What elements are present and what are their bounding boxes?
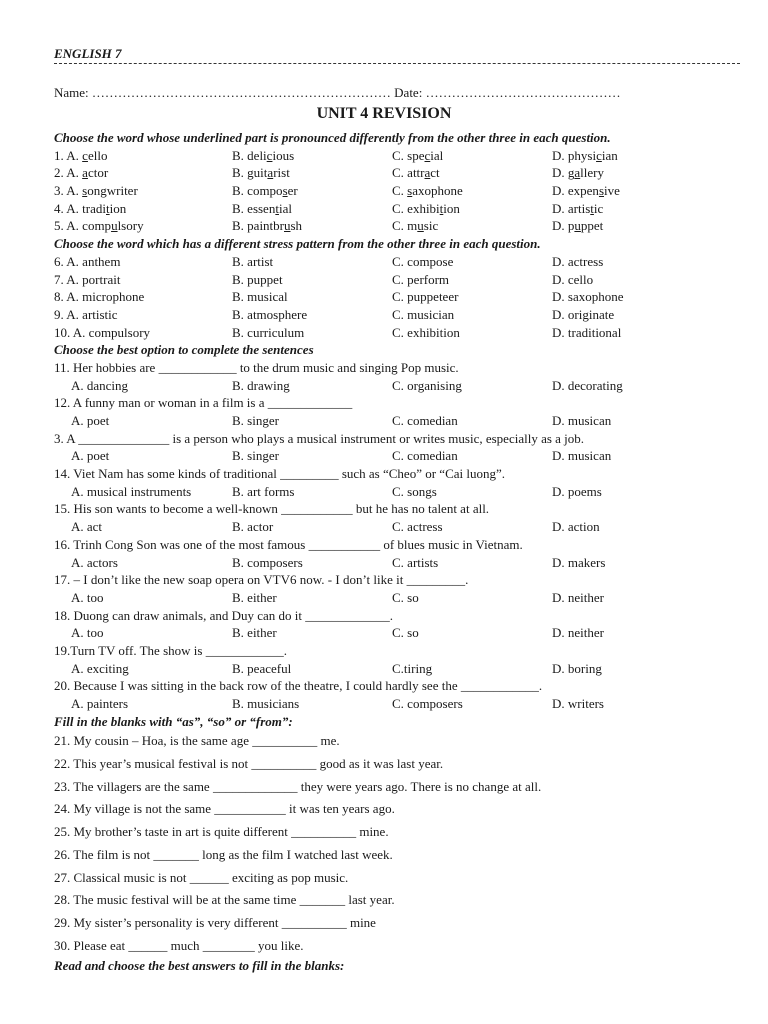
multiple-choice-section bbox=[54, 359, 754, 713]
answer-option: B. drawing bbox=[232, 377, 290, 393]
option-text: D. g bbox=[552, 165, 575, 181]
answer-option: C. puppeteer bbox=[392, 289, 459, 305]
answer-option: D. cello bbox=[552, 271, 594, 287]
stress-instruction: Choose the word which has a different stress pattern from the other three in each question. bbox=[54, 236, 541, 252]
option-text: ial bbox=[278, 200, 292, 216]
answer-option bbox=[232, 147, 392, 165]
question-number: 3. A. bbox=[54, 183, 83, 199]
date-blank: ……………………………………… bbox=[425, 85, 621, 100]
fill-question: 22. This year’s musical festival is not __________ good as it was last year. bbox=[54, 756, 444, 772]
answer-option bbox=[232, 217, 392, 235]
question-text: 17. – I don’t like the new soap opera on VTV6 now. - I don’t like it _________. bbox=[54, 572, 469, 588]
options-row bbox=[54, 554, 754, 572]
stress-question bbox=[54, 288, 754, 306]
fill-question: 29. My sister’s personality is very different __________ mine bbox=[54, 914, 376, 930]
answer-option: C. actress bbox=[392, 519, 443, 535]
date-label: Date: bbox=[394, 85, 423, 100]
answer-option: B. musical bbox=[232, 289, 288, 305]
underlined-letter: s bbox=[598, 183, 604, 199]
question-number: 1. A. bbox=[54, 147, 83, 163]
reading-instruction: Read and choose the best answers to fill in the blanks: bbox=[54, 958, 345, 974]
stress-question bbox=[54, 306, 754, 324]
option-text: C. exhibi bbox=[392, 200, 440, 216]
worksheet-content bbox=[54, 129, 754, 975]
answer-option: B. artist bbox=[232, 253, 274, 269]
answer-option: A. exciting bbox=[71, 660, 129, 676]
underlined-letter: c bbox=[266, 147, 273, 163]
option-text: ic bbox=[593, 200, 604, 216]
answer-option bbox=[232, 200, 392, 218]
name-label: Name: bbox=[54, 85, 89, 100]
fill-instruction: Fill in the blanks with “as”, “so” or “from”: bbox=[54, 713, 293, 729]
answer-option: A. actors bbox=[71, 554, 118, 570]
answer-option: D. makers bbox=[552, 554, 606, 570]
answer-option: D. neither bbox=[552, 589, 604, 605]
pronunciation-question bbox=[54, 164, 754, 182]
answer-option: A. musical instruments bbox=[71, 483, 192, 499]
option-text: D. expen bbox=[552, 183, 599, 199]
underlined-letter: u bbox=[417, 218, 424, 234]
answer-option: B. composers bbox=[232, 554, 303, 570]
options-row bbox=[54, 624, 754, 642]
option-text: sic bbox=[423, 218, 439, 234]
underlined-letter: c bbox=[424, 147, 431, 163]
question-text: 18. Duong can draw animals, and Duy can do it _____________. bbox=[54, 607, 394, 623]
answer-option: A. too bbox=[71, 589, 104, 605]
underlined-letter: c bbox=[596, 147, 602, 163]
answer-option: D. traditional bbox=[552, 324, 622, 340]
pronunciation-question bbox=[54, 200, 754, 218]
answer-option: D. poems bbox=[552, 483, 602, 499]
underlined-letter: u bbox=[574, 218, 581, 234]
answer-option: B. musicians bbox=[232, 696, 300, 711]
answer-option bbox=[552, 217, 702, 235]
question-text: 19.Turn TV off. The show is ____________. bbox=[54, 642, 287, 658]
stress-question bbox=[54, 271, 754, 289]
question-text: 14. Viet Nam has some kinds of traditional _________ such as “Cheo” or “Cai luong”. bbox=[54, 466, 506, 482]
question-text: 20. Because I was sitting in the back row of the theatre, I could hardly see the ____________. bbox=[54, 678, 543, 694]
answer-option: C. comedian bbox=[392, 413, 458, 428]
answer-option: B. singer bbox=[232, 413, 279, 428]
answer-option bbox=[552, 164, 702, 182]
answer-option: C. compose bbox=[392, 253, 454, 269]
options-row bbox=[54, 589, 754, 607]
question-number: 4. A. bbox=[54, 200, 83, 216]
option-text: ppet bbox=[580, 218, 604, 234]
answer-option bbox=[552, 147, 702, 165]
option-text: B. paintbr bbox=[232, 218, 284, 234]
option-text: sh bbox=[290, 218, 303, 234]
answer-option: 6. A. anthem bbox=[54, 253, 121, 269]
options-row bbox=[54, 377, 754, 395]
option-text: ello bbox=[87, 147, 108, 163]
answer-option: D. neither bbox=[552, 625, 604, 641]
options-row bbox=[54, 695, 754, 713]
options-row bbox=[54, 660, 754, 678]
answer-option: 10. A. compulsory bbox=[54, 324, 151, 340]
answer-option: C. comedian bbox=[392, 448, 458, 464]
option-text: ct bbox=[430, 165, 440, 181]
answer-option: B. singer bbox=[232, 448, 279, 464]
pronunciation-question bbox=[54, 217, 754, 235]
answer-option: C. exhibition bbox=[392, 324, 460, 340]
underlined-letter: t bbox=[590, 200, 594, 216]
question-number: 5. A. bbox=[54, 218, 83, 234]
answer-option: A. act bbox=[71, 519, 103, 535]
option-text: C. spe bbox=[392, 147, 425, 163]
answer-option: D. saxophone bbox=[552, 289, 624, 305]
answer-option: A. poet bbox=[71, 448, 110, 464]
options-row bbox=[54, 483, 754, 501]
answer-option: C.tiring bbox=[392, 660, 433, 676]
fill-question: 27. Classical music is not ______ exciting as pop music. bbox=[54, 869, 349, 885]
worksheet-title: UNIT 4 REVISION bbox=[316, 105, 452, 122]
underlined-letter: s bbox=[407, 183, 413, 199]
answer-option: C. so bbox=[392, 625, 419, 641]
answer-option bbox=[54, 217, 232, 235]
pronunciation-instruction: Choose the word whose underlined part is pronounced differently from the other three in each question. bbox=[54, 130, 611, 145]
option-text: D. physi bbox=[552, 147, 597, 163]
pronunciation-question bbox=[54, 147, 754, 165]
fill-question: 26. The film is not _______ long as the film I watched last week. bbox=[54, 846, 393, 862]
answer-option: C. composers bbox=[392, 696, 463, 711]
answer-option: C. perform bbox=[392, 271, 450, 287]
answer-option: D. originate bbox=[552, 306, 615, 322]
answer-option bbox=[54, 200, 232, 218]
option-text: D. artis bbox=[552, 200, 591, 216]
answer-option: A. too bbox=[71, 625, 104, 641]
question-text: 15. His son wants to become a well-known ___________ but he has no talent at all. bbox=[54, 501, 490, 517]
answer-option: B. either bbox=[232, 589, 277, 605]
answer-option bbox=[232, 182, 392, 200]
underlined-letter: a bbox=[267, 165, 274, 181]
answer-option: B. actor bbox=[232, 519, 274, 535]
answer-option bbox=[392, 182, 552, 200]
answer-option bbox=[392, 164, 552, 182]
name-date-row bbox=[54, 85, 754, 101]
underlined-letter: t bbox=[106, 200, 110, 216]
question-text: 11. Her hobbies are ____________ to the drum music and singing Pop music. bbox=[54, 359, 459, 375]
answer-option: A. painters bbox=[71, 696, 129, 711]
answer-option: B. peaceful bbox=[232, 660, 292, 676]
option-text: B. deli bbox=[232, 147, 267, 163]
fill-blanks-section bbox=[54, 730, 754, 957]
answer-option bbox=[552, 182, 702, 200]
options-row bbox=[54, 447, 754, 465]
options-row bbox=[54, 412, 754, 430]
option-text: ial bbox=[430, 147, 444, 163]
fill-question: 24. My village is not the same ___________ it was ten years ago. bbox=[54, 801, 395, 817]
answer-option: C. artists bbox=[392, 554, 439, 570]
option-text: C. attr bbox=[392, 165, 425, 181]
answer-option: 8. A. microphone bbox=[54, 289, 145, 305]
name-blank: …………………………………………………………… bbox=[91, 85, 391, 100]
options-row bbox=[54, 518, 754, 536]
option-text: llery bbox=[580, 165, 604, 181]
underlined-letter: s bbox=[82, 183, 88, 199]
option-text: er bbox=[287, 183, 298, 199]
underlined-letter: t bbox=[275, 200, 279, 216]
answer-option: D. action bbox=[552, 519, 600, 535]
option-text: B. compo bbox=[232, 183, 283, 199]
option-text: tradi bbox=[82, 200, 106, 216]
option-text: C. m bbox=[392, 218, 418, 234]
option-text: ive bbox=[604, 183, 620, 199]
option-text: C. bbox=[392, 183, 408, 199]
fill-question: 30. Please eat ______ much ________ you like. bbox=[54, 937, 304, 953]
course-header: ENGLISH 7 bbox=[54, 46, 122, 61]
answer-option bbox=[54, 182, 232, 200]
stress-question bbox=[54, 253, 754, 271]
stress-question bbox=[54, 324, 754, 342]
pronunciation-section bbox=[54, 147, 754, 235]
option-text: B. guit bbox=[232, 165, 268, 181]
option-text: B. essen bbox=[232, 200, 276, 216]
option-text: ongwriter bbox=[87, 183, 138, 199]
question-text: 3. A ______________ is a person who plays a musical instrument or writes music, especially as a job. bbox=[54, 430, 585, 446]
underlined-letter: u bbox=[284, 218, 291, 234]
header-divider bbox=[54, 63, 740, 64]
underlined-letter: a bbox=[82, 165, 88, 181]
underlined-letter: a bbox=[424, 165, 431, 181]
answer-option: D. writers bbox=[552, 696, 604, 711]
underlined-letter: s bbox=[282, 183, 288, 199]
option-text: axophone bbox=[412, 183, 463, 199]
answer-option: B. art forms bbox=[232, 483, 295, 499]
underlined-letter: a bbox=[574, 165, 581, 181]
answer-option: D. musican bbox=[552, 448, 612, 464]
answer-option: C. so bbox=[392, 589, 419, 605]
answer-option: B. either bbox=[232, 625, 277, 641]
underlined-letter: t bbox=[439, 200, 444, 216]
question-text: 16. Trinh Cong Son was one of the most famous ___________ of blues music in Vietnam. bbox=[54, 536, 523, 552]
fill-question: 21. My cousin – Hoa, is the same age __________ me. bbox=[54, 733, 340, 749]
answer-option bbox=[552, 200, 702, 218]
answer-option: 7. A. portrait bbox=[54, 271, 121, 287]
answer-option: 9. A. artistic bbox=[54, 306, 118, 322]
fill-question: 25. My brother’s taste in art is quite different __________ mine. bbox=[54, 824, 389, 840]
answer-option bbox=[54, 147, 232, 165]
answer-option: A. dancing bbox=[71, 377, 129, 393]
answer-option bbox=[392, 217, 552, 235]
answer-option: B. atmosphere bbox=[232, 306, 308, 322]
option-text: comp bbox=[82, 218, 112, 234]
answer-option: B. puppet bbox=[232, 271, 283, 287]
answer-option: D. decorating bbox=[552, 377, 623, 393]
option-text: ious bbox=[272, 147, 295, 163]
answer-option bbox=[392, 200, 552, 218]
answer-option: D. boring bbox=[552, 660, 602, 676]
question-number: 2. A. bbox=[54, 165, 83, 181]
fill-question: 28. The music festival will be at the same time _______ last year. bbox=[54, 892, 395, 908]
answer-option: A. poet bbox=[71, 413, 110, 428]
fill-question: 23. The villagers are the same _____________ they were years ago. There is no change at all. bbox=[54, 778, 542, 794]
option-text: D. p bbox=[552, 218, 575, 234]
answer-option bbox=[232, 164, 392, 182]
answer-option: D. actress bbox=[552, 253, 604, 269]
option-text: ion bbox=[109, 200, 127, 216]
answer-option: C. organising bbox=[392, 377, 462, 393]
stress-section bbox=[54, 253, 754, 341]
answer-option: C. songs bbox=[392, 483, 437, 499]
underlined-letter: c bbox=[82, 147, 88, 163]
answer-option bbox=[54, 164, 232, 182]
answer-option: D. musican bbox=[552, 413, 612, 428]
option-text: ion bbox=[443, 200, 460, 216]
answer-option: C. musician bbox=[392, 306, 455, 322]
underlined-letter: u bbox=[111, 218, 118, 234]
answer-option: B. curriculum bbox=[232, 324, 305, 340]
option-text: ian bbox=[601, 147, 618, 163]
pronunciation-question bbox=[54, 182, 754, 200]
option-text: lsory bbox=[117, 218, 144, 234]
question-text: 12. A funny man or woman in a film is a _____________ bbox=[54, 395, 353, 411]
best-option-instruction: Choose the best option to complete the sentences bbox=[54, 342, 314, 358]
option-text: rist bbox=[273, 165, 290, 181]
answer-option bbox=[392, 147, 552, 165]
option-text: ctor bbox=[87, 165, 109, 181]
